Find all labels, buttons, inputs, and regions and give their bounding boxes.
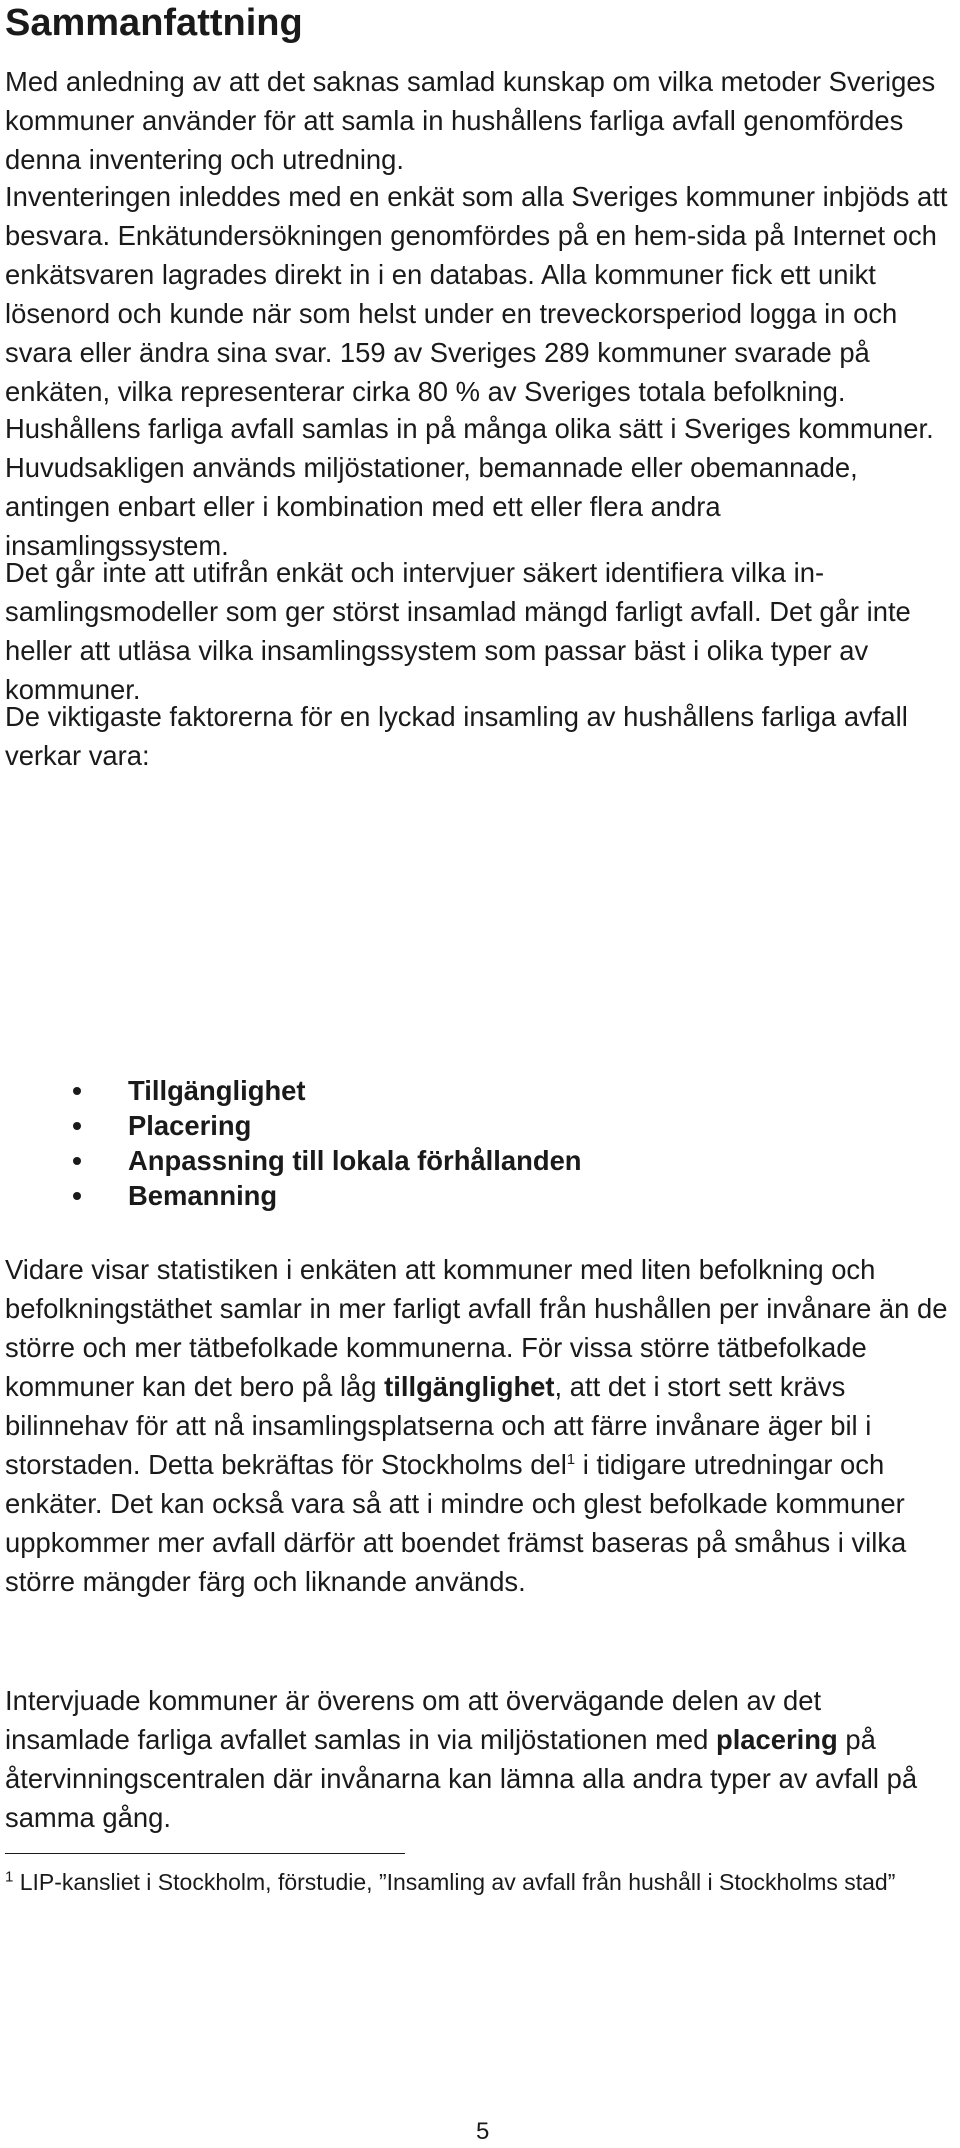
list-item-label: Placering [128, 1110, 252, 1141]
paragraph-statistics: Vidare visar statistiken i enkäten att kommuner med liten befolkning och befolkningstäthet samlar in mer farligt avfall från hushållen per invånare än de större och mer tätbefolkade kommunerna. För vissa större tätbefolkade kommuner kan det bero på låg tillgänglighet, att det i stort sett krävs bilinnehav för att nå insamlingsplatserna och att färre invånare äger bil i storstaden. Detta bekräftas för Stockholms del$^1$ i tidigare utredningar och enkäter. Det kan också vara så att i mindre och glest befolkade kommuner uppkommer mer avfall därför att boendet främst baseras på småhus i vilka större mängder färg och liknande används. [5, 1254, 948, 1597]
bullet-icon [73, 1157, 81, 1165]
list-item [0, 1178, 582, 1213]
page-title: Sammanfattning [5, 2, 303, 44]
paragraph-interviews: Intervjuade kommuner är överens om att övervägande delen av det insamlade farliga avfallet samlas in via miljöstationen med placering på återvinningscentralen där invånarna kan lämna alla andra typer av avfall på samma gång. [5, 1685, 918, 1833]
paragraph-key-factors: De viktigaste faktorerna för en lyckad insamling av hushållens farliga avfall verkar vara: [5, 701, 908, 771]
footnote [5, 1866, 905, 1898]
footnote-marker: 1 [5, 1868, 14, 1886]
list-item [0, 1073, 582, 1108]
paragraph-survey: Inventeringen inleddes med en enkät som alla Sveriges kommuner inbjöds att besvara. Enkätundersökningen genomfördes på en hem-sida på Internet och enkätsvaren lagrades direkt in i en databas. Alla kommuner fick ett unikt lösenord och kunde när som helst under en treveckorsperiod logga in och svara eller ändra sina svar. 159 av Sveriges 289 kommuner svarade på enkäten, vilka representerar cirka 80 % av Sveriges totala befolkning. [5, 181, 948, 407]
footnote-reference[interactable]: 1 [566, 1450, 576, 1468]
bullet-icon [73, 1122, 81, 1130]
paragraph-collection-models: Det går inte att utifrån enkät och intervjuer säkert identifiera vilka in-samlingsmodeller som ger störst insamlad mängd farligt avfall. Det går inte heller att utläsa vilka insamlingssystem som passar bäst i olika typer av kommuner. [5, 557, 911, 705]
emphasis-tillganglighet: tillgänglighet [384, 1371, 555, 1402]
list-item-label: Anpassning till lokala förhållanden [128, 1145, 582, 1176]
footnote-divider [5, 1853, 405, 1854]
bullet-icon [73, 1192, 81, 1200]
paragraph-intro: Med anledning av att det saknas samlad kunskap om vilka metoder Sveriges kommuner använder för att samla in hushållens farliga avfall genomfördes denna inventering och utredning. [5, 66, 936, 175]
list-item [0, 1108, 582, 1143]
paragraph-collection-methods: Hushållens farliga avfall samlas in på många olika sätt i Sveriges kommuner. Huvudsakligen används miljöstationer, bemannade eller obemannade, antingen enbart eller i kombination med ett eller flera andra insamlingssystem. [5, 413, 934, 561]
key-factors-list [0, 1073, 582, 1213]
list-item-label: Tillgänglighet [128, 1075, 306, 1106]
footnote-text: LIP-kansliet i Stockholm, förstudie, ”Insamling av avfall från hushåll i Stockholms stad” [13, 1869, 896, 1895]
emphasis-placering: placering [715, 1724, 838, 1755]
page-number: 5 [476, 2118, 490, 2145]
list-item-label: Bemanning [128, 1180, 278, 1211]
bullet-icon [73, 1087, 81, 1095]
list-item [0, 1143, 582, 1178]
